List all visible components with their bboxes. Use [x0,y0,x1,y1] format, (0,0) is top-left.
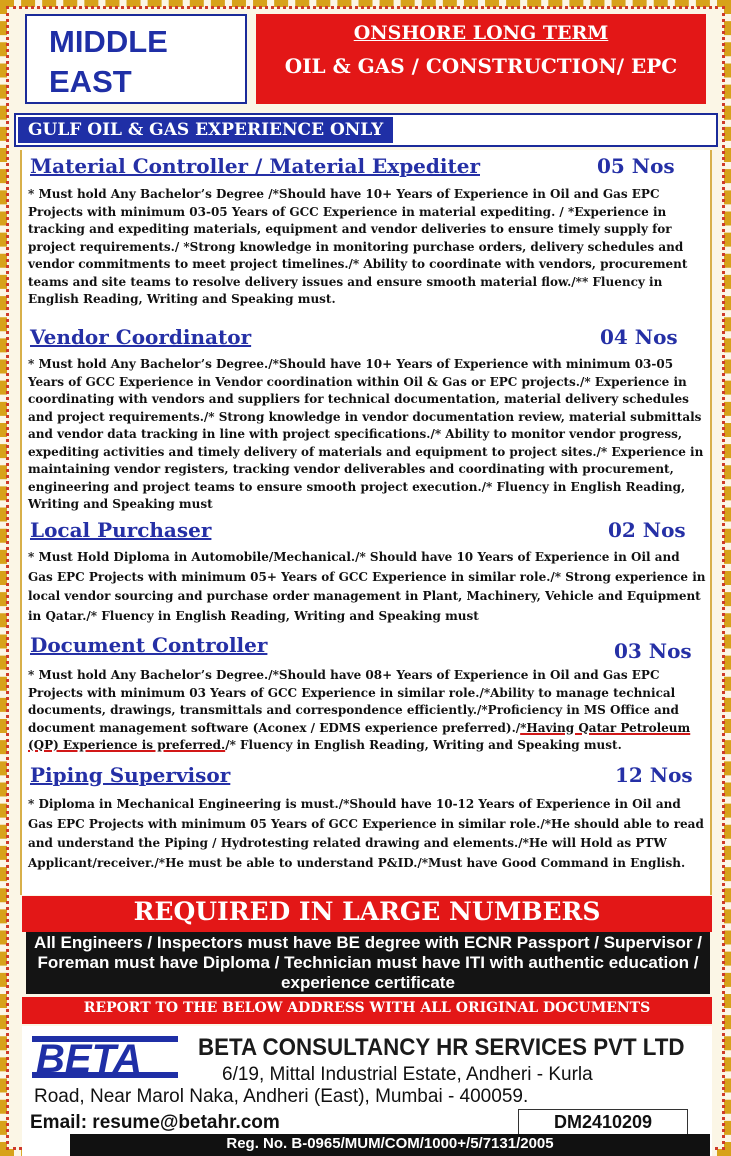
region-label: MIDDLE EAST [49,24,168,99]
job-count-piping-supervisor: 12 Nos [615,763,693,787]
registration-number: Reg. No. B-0965/MUM/COM/1000+/5/7131/2005 [226,1135,554,1152]
region-box [25,14,247,104]
report-banner [22,997,712,1024]
job-desc-vendor-coordinator: * Must hold Any Bachelor’s Degree./*Should have 10+ Years of Experience with minimum 03-05 Years of GCC Experience in Vendor coordination within Oil & Gas or EPC projects./* Experience in coordinating with vendors and suppliers for technical documentation, material delivery schedules and project requirements./* Strong knowledge in vendor documentation review, material submittals and vendor data tracking in line with project specifications./* Ability to monitor vendor progress, expediting activities and timely delivery of materials and equipment to project sites./* Experience in maintaining vendor registers, tracking vendor deliverables and coordinating with procurement, engineering and project teams to ensure smooth project execution./* Fluency in English Reading, Writing and Speaking must [28,357,704,511]
company-name: BETA CONSULTANCY HR SERVICES PVT LTD [198,1034,685,1061]
job-title-piping-supervisor: Piping Supervisor [30,763,231,787]
dm-code: DM2410209 [518,1109,688,1135]
qp-experience-highlight: *Having Qatar Petroleum (QP) Experience is preferred. [28,720,691,752]
beta-logo-icon [32,1032,178,1082]
banner-line-2: OIL & GAS / CONSTRUCTION/ EPC [284,54,678,78]
company-block [22,1026,712,1156]
job-count-local-purchaser: 02 Nos [608,518,686,542]
required-label: REQUIRED IN LARGE NUMBERS [133,897,601,926]
experience-label: GULF OIL & GAS EXPERIENCE ONLY [18,117,393,143]
job-count-vendor-coordinator: 04 Nos [600,325,678,349]
job-title-document-controller: Document Controller [30,633,268,657]
job-desc-document-controller-part-b: /* Fluency in English Reading, Writing and Speaking must. [225,738,622,752]
banner-line-1: ONSHORE LONG TERM [353,22,609,44]
address-line-1: 6/19, Mittal Industrial Estate, Andheri - Kurla [222,1064,593,1085]
qualification-note [26,932,710,994]
required-banner [22,896,712,932]
job-title-local-purchaser: Local Purchaser [30,518,212,542]
job-title-vendor-coordinator: Vendor Coordinator [30,325,252,349]
email-address[interactable]: Email: resume@betahr.com [30,1112,280,1133]
logo-text: BETA [36,1037,142,1081]
report-label: REPORT TO THE BELOW ADDRESS WITH ALL ORIGINAL DOCUMENTS [83,1000,651,1016]
qualification-note-text: All Engineers / Inspectors must have BE degree with ECNR Passport / Supervisor / Foreman must have Diploma / Technician must have ITI with authentic education / experience certificate [34,933,702,992]
category-banner [256,14,706,104]
job-count-material-controller: 05 Nos [597,154,675,178]
job-desc-document-controller [28,667,708,755]
job-desc-material-controller: * Must hold Any Bachelor’s Degree /*Should have 10+ Years of Experience in Oil and Gas EPC Projects with minimum 03-05 Years of GCC Experience in material expediting. / *Experience in tracking and expediting materials, equipment and vendor deliveries to ensure timely supply for project requirements./ *Strong knowledge in monitoring purchase orders, delivery schedules and vendor commitments to meet project timelines./* Ability to coordinate with vendors, procurement teams and site teams to resolve delivery issues and ensure smooth material flow./** Fluency in English Reading, Writing and Speaking must. [28,187,688,306]
address-line-2: Road, Near Marol Naka, Andheri (East), Mumbai - 400059. [34,1086,529,1107]
experience-bar [14,113,718,147]
job-desc-document-controller-part-a: * Must hold Any Bachelor’s Degree./*Should have 08+ Years of Experience in Oil and Gas EPC Projects with minimum 03 Years of GCC Experience in similar role./*Ability to manage technical documents, drawings, transmittals and correspondence efficiently./*Proficiency in MS Office and document management software (Aconex / EDMS experience preferred)./ [28,668,679,735]
job-desc-local-purchaser: * Must Hold Diploma in Automobile/Mechanical./* Should have 10 Years of Experience in Oil and Gas EPC Projects with minimum 05+ Years of GCC Experience in similar role./* Strong experience in local vendor sourcing and purchase order management in Plant, Machinery, Vehicle and Equipment in Qatar./* Fluency in English Reading, Writing and Speaking must [28,550,706,623]
job-title-material-controller: Material Controller / Material Expediter [30,154,480,178]
job-desc-piping-supervisor: * Diploma in Mechanical Engineering is must./*Should have 10-12 Years of Experience in Oil and Gas EPC Projects with minimum 05 Years of GCC Experience in similar role./*He should able to read and understand the Piping / Hydrotesting related drawing and elements./*He will Hold as PTW Applicant/receiver./*He must be able to understand P&ID./*Must have Good Command in English. [28,797,704,870]
registration-bar [70,1134,710,1156]
job-count-document-controller: 03 Nos [614,639,692,663]
